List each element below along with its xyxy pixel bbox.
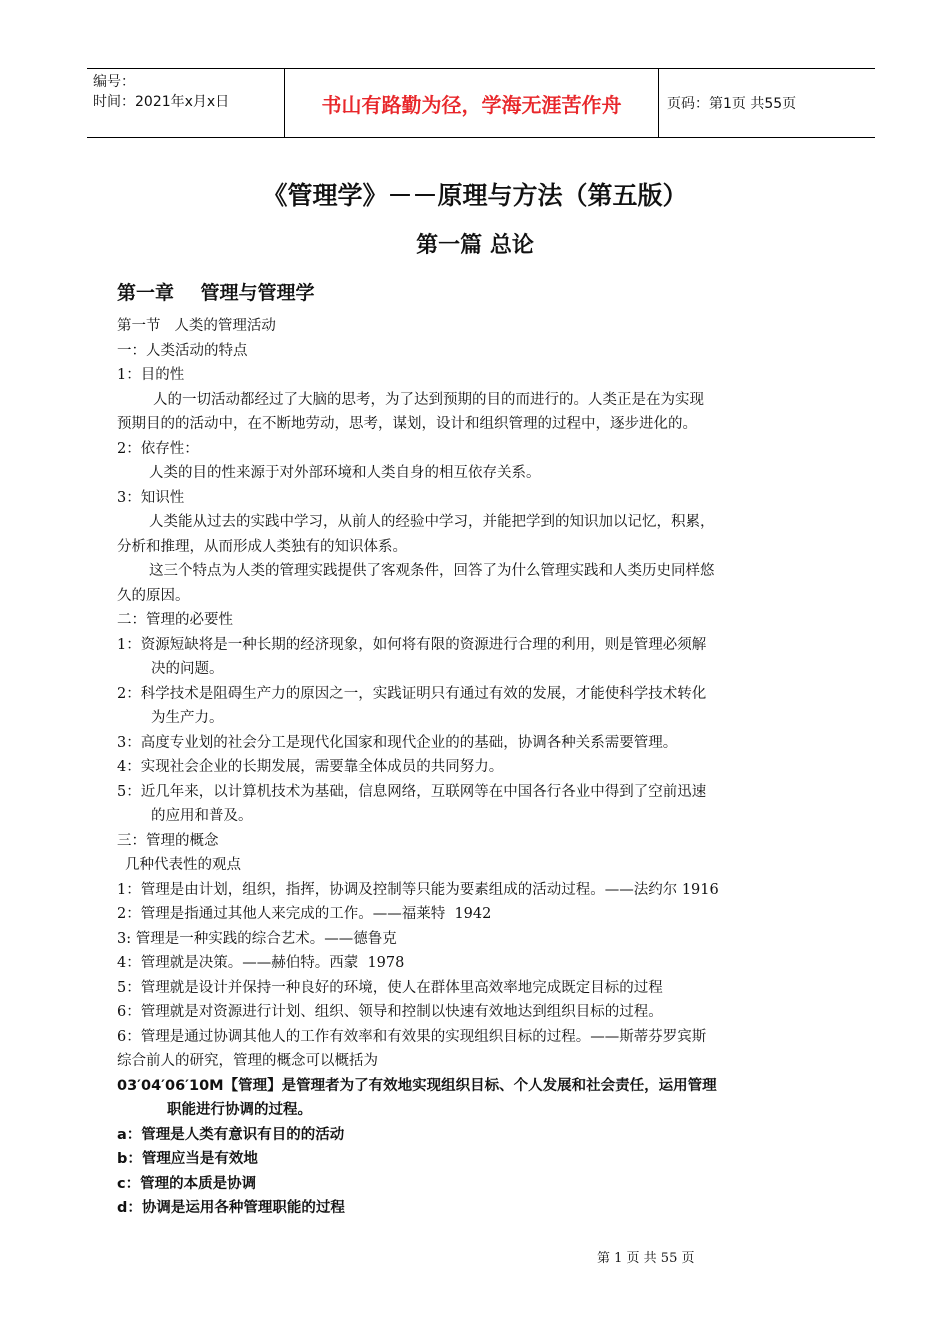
section-heading: 第一节 人类的管理活动 <box>117 318 276 334</box>
paragraph-line: 综合前人的研究，管理的概念可以概括为 <box>117 1053 378 1069</box>
header-motto: 书山有路勤为径，学海无涯苦作舟 <box>285 69 659 137</box>
header-page-info: 页码：第1页 共55页 <box>667 96 797 112</box>
paragraph-line: 人类的目的性来源于对外部环境和人类自身的相互依存关系。 <box>149 465 541 481</box>
list-item: 2：科学技术是阻碍生产力的原因之一，实践证明只有通过有效的发展，才能使科学技术转化 <box>117 685 707 702</box>
paragraph-line: 预期目的的活动中，在不断地劳动，思考，谋划，设计和组织管理的过程中，逐步进化的。 <box>117 416 697 432</box>
list-item: 1：资源短缺将是一种长期的经济现象，如何将有限的资源进行合理的利用，则是管理必须解 <box>117 636 707 653</box>
paragraph-line: 人的一切活动都经过了大脑的思考，为了达到预期的目的而进行的。人类正是在为实现 <box>153 391 704 408</box>
subsection-heading: 二：管理的必要性 <box>117 612 233 628</box>
list-item: 5：管理就是设计并保持一种良好的环境，使人在群体里高效率地完成既定目标的过程 <box>117 979 663 996</box>
key-point: d：协调是运用各种管理职能的过程 <box>117 1200 345 1216</box>
paragraph-line: 久的原因。 <box>117 587 190 604</box>
list-item: 4：实现社会企业的长期发展，需要靠全体成员的共同努力。 <box>117 759 504 775</box>
item-heading: 1：目的性 <box>117 367 185 383</box>
list-item-continuation: 为生产力。 <box>151 710 224 726</box>
chapter-heading: 第一章 管理与管理学 <box>117 282 315 304</box>
list-item: 5：近几年来，以计算机技术为基础，信息网络，互联网等在中国各行各业中得到了空前迅速 <box>117 783 707 800</box>
page-header <box>87 68 875 138</box>
key-point: b：管理应当是有效地 <box>117 1151 258 1167</box>
list-item: 1：管理是由计划，组织，指挥，协调及控制等只能为要素组成的活动过程。——法约尔 1916 <box>117 881 719 898</box>
document-title: 《管理学》－－原理与方法（第五版） <box>262 181 688 210</box>
subsection-heading: 三：管理的概念 <box>117 832 219 849</box>
list-item-continuation: 决的问题。 <box>151 661 224 677</box>
list-item: 6：管理就是对资源进行计划、组织、领导和控制以快速有效地达到组织目标的过程。 <box>117 1004 663 1020</box>
paragraph-line: 这三个特点为人类的管理实践提供了客观条件，回答了为什么管理实践和人类历史同样悠 <box>149 563 715 579</box>
list-item-continuation: 的应用和普及。 <box>151 808 253 824</box>
time-label: 时间：2021年x月x日 <box>93 94 230 110</box>
header-meta <box>87 69 285 137</box>
list-item: 3：高度专业划的社会分工是现代化国家和现代企业的的基础，协调各种关系需要管理。 <box>117 734 678 751</box>
key-point: c：管理的本质是协调 <box>117 1175 257 1192</box>
key-point: a：管理是人类有意识有目的的活动 <box>117 1126 345 1143</box>
list-item: 6：管理是通过协调其他人的工作有效率和有效果的实现组织目标的过程。——斯蒂芬罗宾斯 <box>117 1028 707 1045</box>
list-item: 2：管理是指通过其他人来完成的工作。——福莱特 1942 <box>117 906 492 922</box>
part-heading: 第一篇 总论 <box>416 233 534 258</box>
item-heading: 3：知识性 <box>117 489 185 506</box>
list-item: 4：管理就是决策。——赫伯特。西蒙 1978 <box>117 955 405 971</box>
page-footer: 第 1 页 共 55 页 <box>597 1251 695 1266</box>
number-label: 编号： <box>93 74 135 90</box>
definition-line: 03′04′06′10M【管理】是管理者为了有效地实现组织目标、个人发展和社会责任，运用管理 <box>117 1077 717 1094</box>
definition-continuation: 职能进行协调的过程。 <box>167 1102 312 1118</box>
paragraph-line: 分析和推理，从而形成人类独有的知识体系。 <box>117 538 407 555</box>
list-item: 3: 管理是一种实践的综合艺术。——德鲁克 <box>117 930 397 947</box>
paragraph-line: 几种代表性的观点 <box>125 857 241 873</box>
document-body <box>117 314 837 1221</box>
item-heading: 2：依存性： <box>117 440 199 457</box>
paragraph-line: 人类能从过去的实践中学习，从前人的经验中学习，并能把学到的知识加以记忆，积累， <box>149 514 715 530</box>
subsection-heading: 一：人类活动的特点 <box>117 342 248 359</box>
